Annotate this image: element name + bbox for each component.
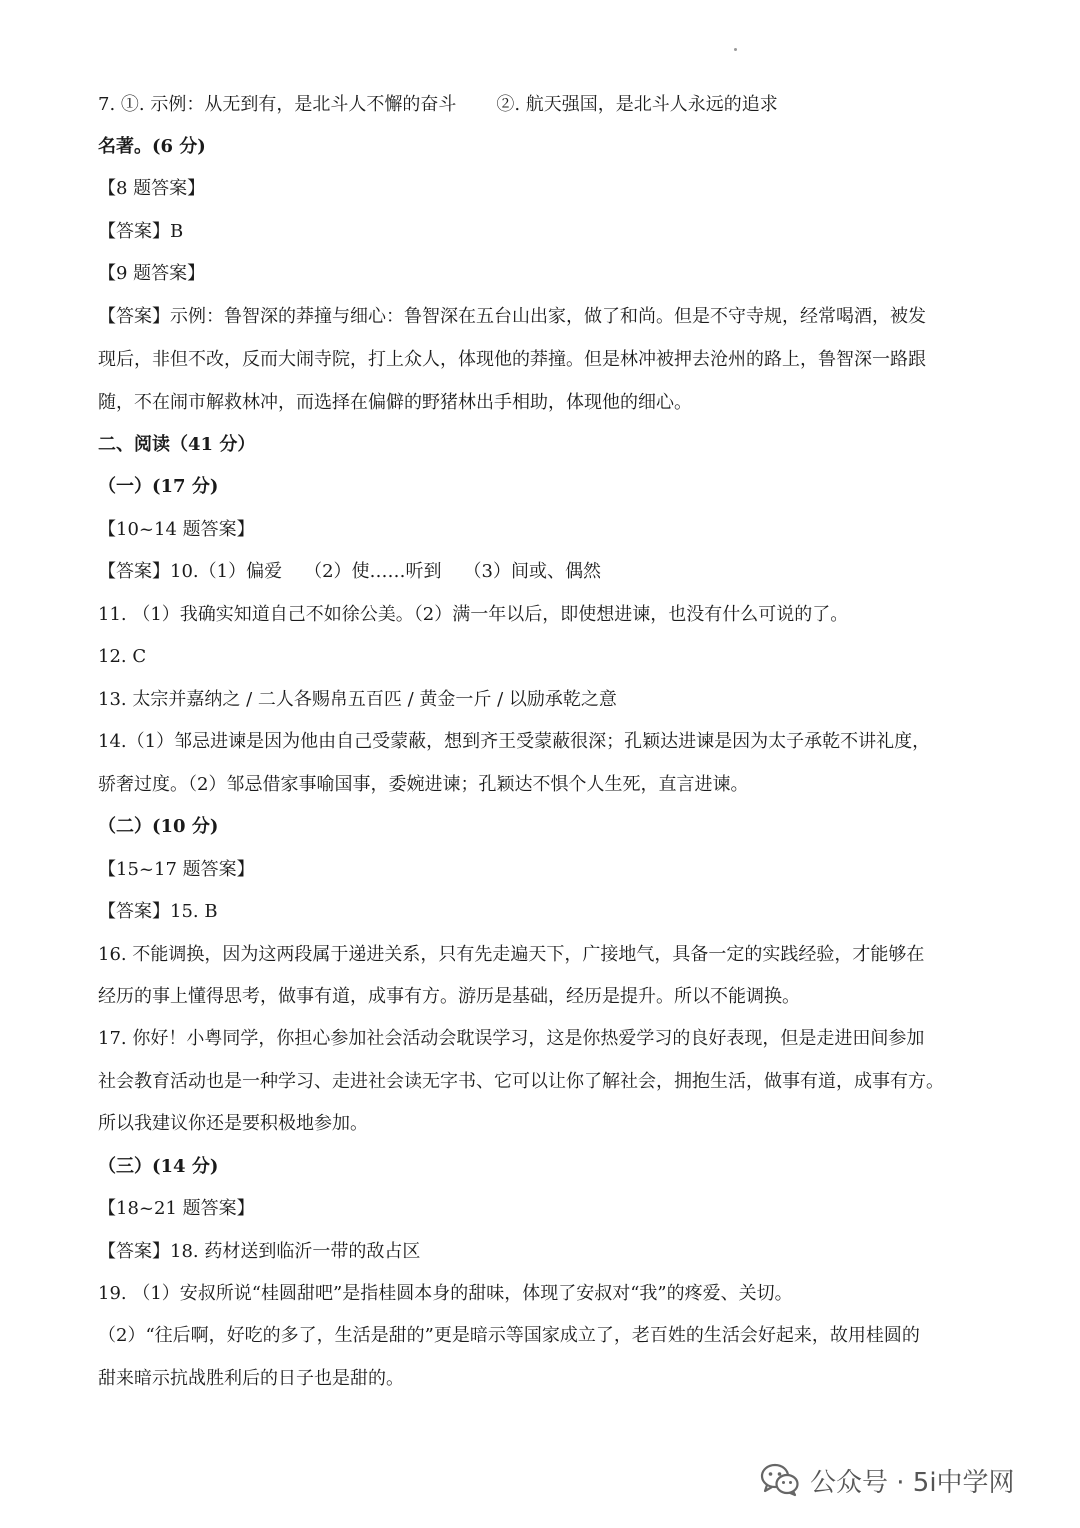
q9-answer-label: 【9 题答案】 xyxy=(98,263,206,284)
answer-19-line-1: 19. （1）安叔所说“桂圆甜吧”是指桂圆本身的甜味，体现了安叔对“我”的疼爱、关切。 xyxy=(98,1283,793,1304)
q10-14-answer-label: 【10~14 题答案】 xyxy=(98,519,255,540)
answer-19-line-2: （2）“往后啊，好吃的多了，生活是甜的”更是暗示等国家成立了，老百姓的生活会好起来，故用桂圆的 xyxy=(98,1325,920,1346)
answer-14-line-2: 骄奢过度。（2）邹忌借家事喻国事，委婉进谏；孔颖达不惧个人生死，直言进谏。 xyxy=(98,774,749,795)
answer-12: 12. C xyxy=(98,646,147,667)
q15-17-answer-label: 【15~17 题答案】 xyxy=(98,859,255,880)
answer-14-line-1: 14.（1）邹忌进谏是因为他由自己受蒙蔽，想到齐王受蒙蔽很深；孔颖达进谏是因为太子承乾不讲礼度， xyxy=(98,731,931,752)
answer-17-line-1: 17. 你好！小粤同学，你担心参加社会活动会耽误学习，这是你热爱学习的良好表现，但是走进田间参加 xyxy=(98,1028,925,1049)
subsection-3-heading: （三）(14 分) xyxy=(98,1156,219,1177)
q9-answer-line-2: 现后，非但不改，反而大闹寺院，打上众人，体现他的莽撞。但是林冲被押去沧州的路上，鲁智深一路跟 xyxy=(98,349,926,370)
section-reading-heading: 二、阅读（41 分） xyxy=(98,434,256,455)
watermark xyxy=(760,1458,1015,1502)
answer-10: 【答案】10.（1）偏爱 （2）使……听到 （3）间或、偶然 xyxy=(98,561,601,582)
answer-19-line-3: 甜来暗示抗战胜利后的日子也是甜的。 xyxy=(98,1368,404,1389)
q9-answer-line-3: 随，不在闹市解救林冲，而选择在偏僻的野猪林出手相助，体现他的细心。 xyxy=(98,392,692,413)
q18-21-answer-label: 【18~21 题答案】 xyxy=(98,1198,255,1219)
answer-7: 7. ①. 示例：从无到有，是北斗人不懈的奋斗 ②. 航天强国，是北斗人永远的追求 xyxy=(98,94,778,115)
answer-13: 13. 太宗并嘉纳之 / 二人各赐帛五百匹 / 黄金一斤 / 以励承乾之意 xyxy=(98,689,617,710)
q8-answer-label: 【8 题答案】 xyxy=(98,178,206,199)
answer-17-line-2: 社会教育活动也是一种学习、走进社会读无字书、它可以让你了解社会，拥抱生活，做事有道，成事有方。 xyxy=(98,1071,944,1092)
subsection-1-heading: （一）(17 分) xyxy=(98,476,219,497)
answer-16-line-1: 16. 不能调换，因为这两段属于递进关系，只有先走遍天下，广接地气，具备一定的实践经验，才能够在 xyxy=(98,944,925,965)
answer-18: 【答案】18. 药材送到临沂一带的敌占区 xyxy=(98,1241,421,1262)
q8-answer: 【答案】B xyxy=(98,221,184,242)
answer-11: 11. （1）我确实知道自己不如徐公美。（2）满一年以后，即使想进谏，也没有什么可说的了。 xyxy=(98,604,849,625)
scan-speck xyxy=(734,48,737,51)
answer-16-line-2: 经历的事上懂得思考，做事有道，成事有方。游历是基础，经历是提升。所以不能调换。 xyxy=(98,986,800,1007)
answer-17-line-3: 所以我建议你还是要积极地参加。 xyxy=(98,1113,368,1134)
wechat-icon xyxy=(760,1463,800,1497)
subsection-2-heading: （二）(10 分) xyxy=(98,816,219,837)
answer-15: 【答案】15. B xyxy=(98,901,218,922)
section-classics-heading: 名著。(6 分) xyxy=(98,136,206,157)
watermark-text: 公众号 · 5i中学网 xyxy=(810,1467,1015,1498)
q9-answer-line-1: 【答案】示例：鲁智深的莽撞与细心：鲁智深在五台山出家，做了和尚。但是不守寺规，经常喝酒，被发 xyxy=(98,306,926,327)
